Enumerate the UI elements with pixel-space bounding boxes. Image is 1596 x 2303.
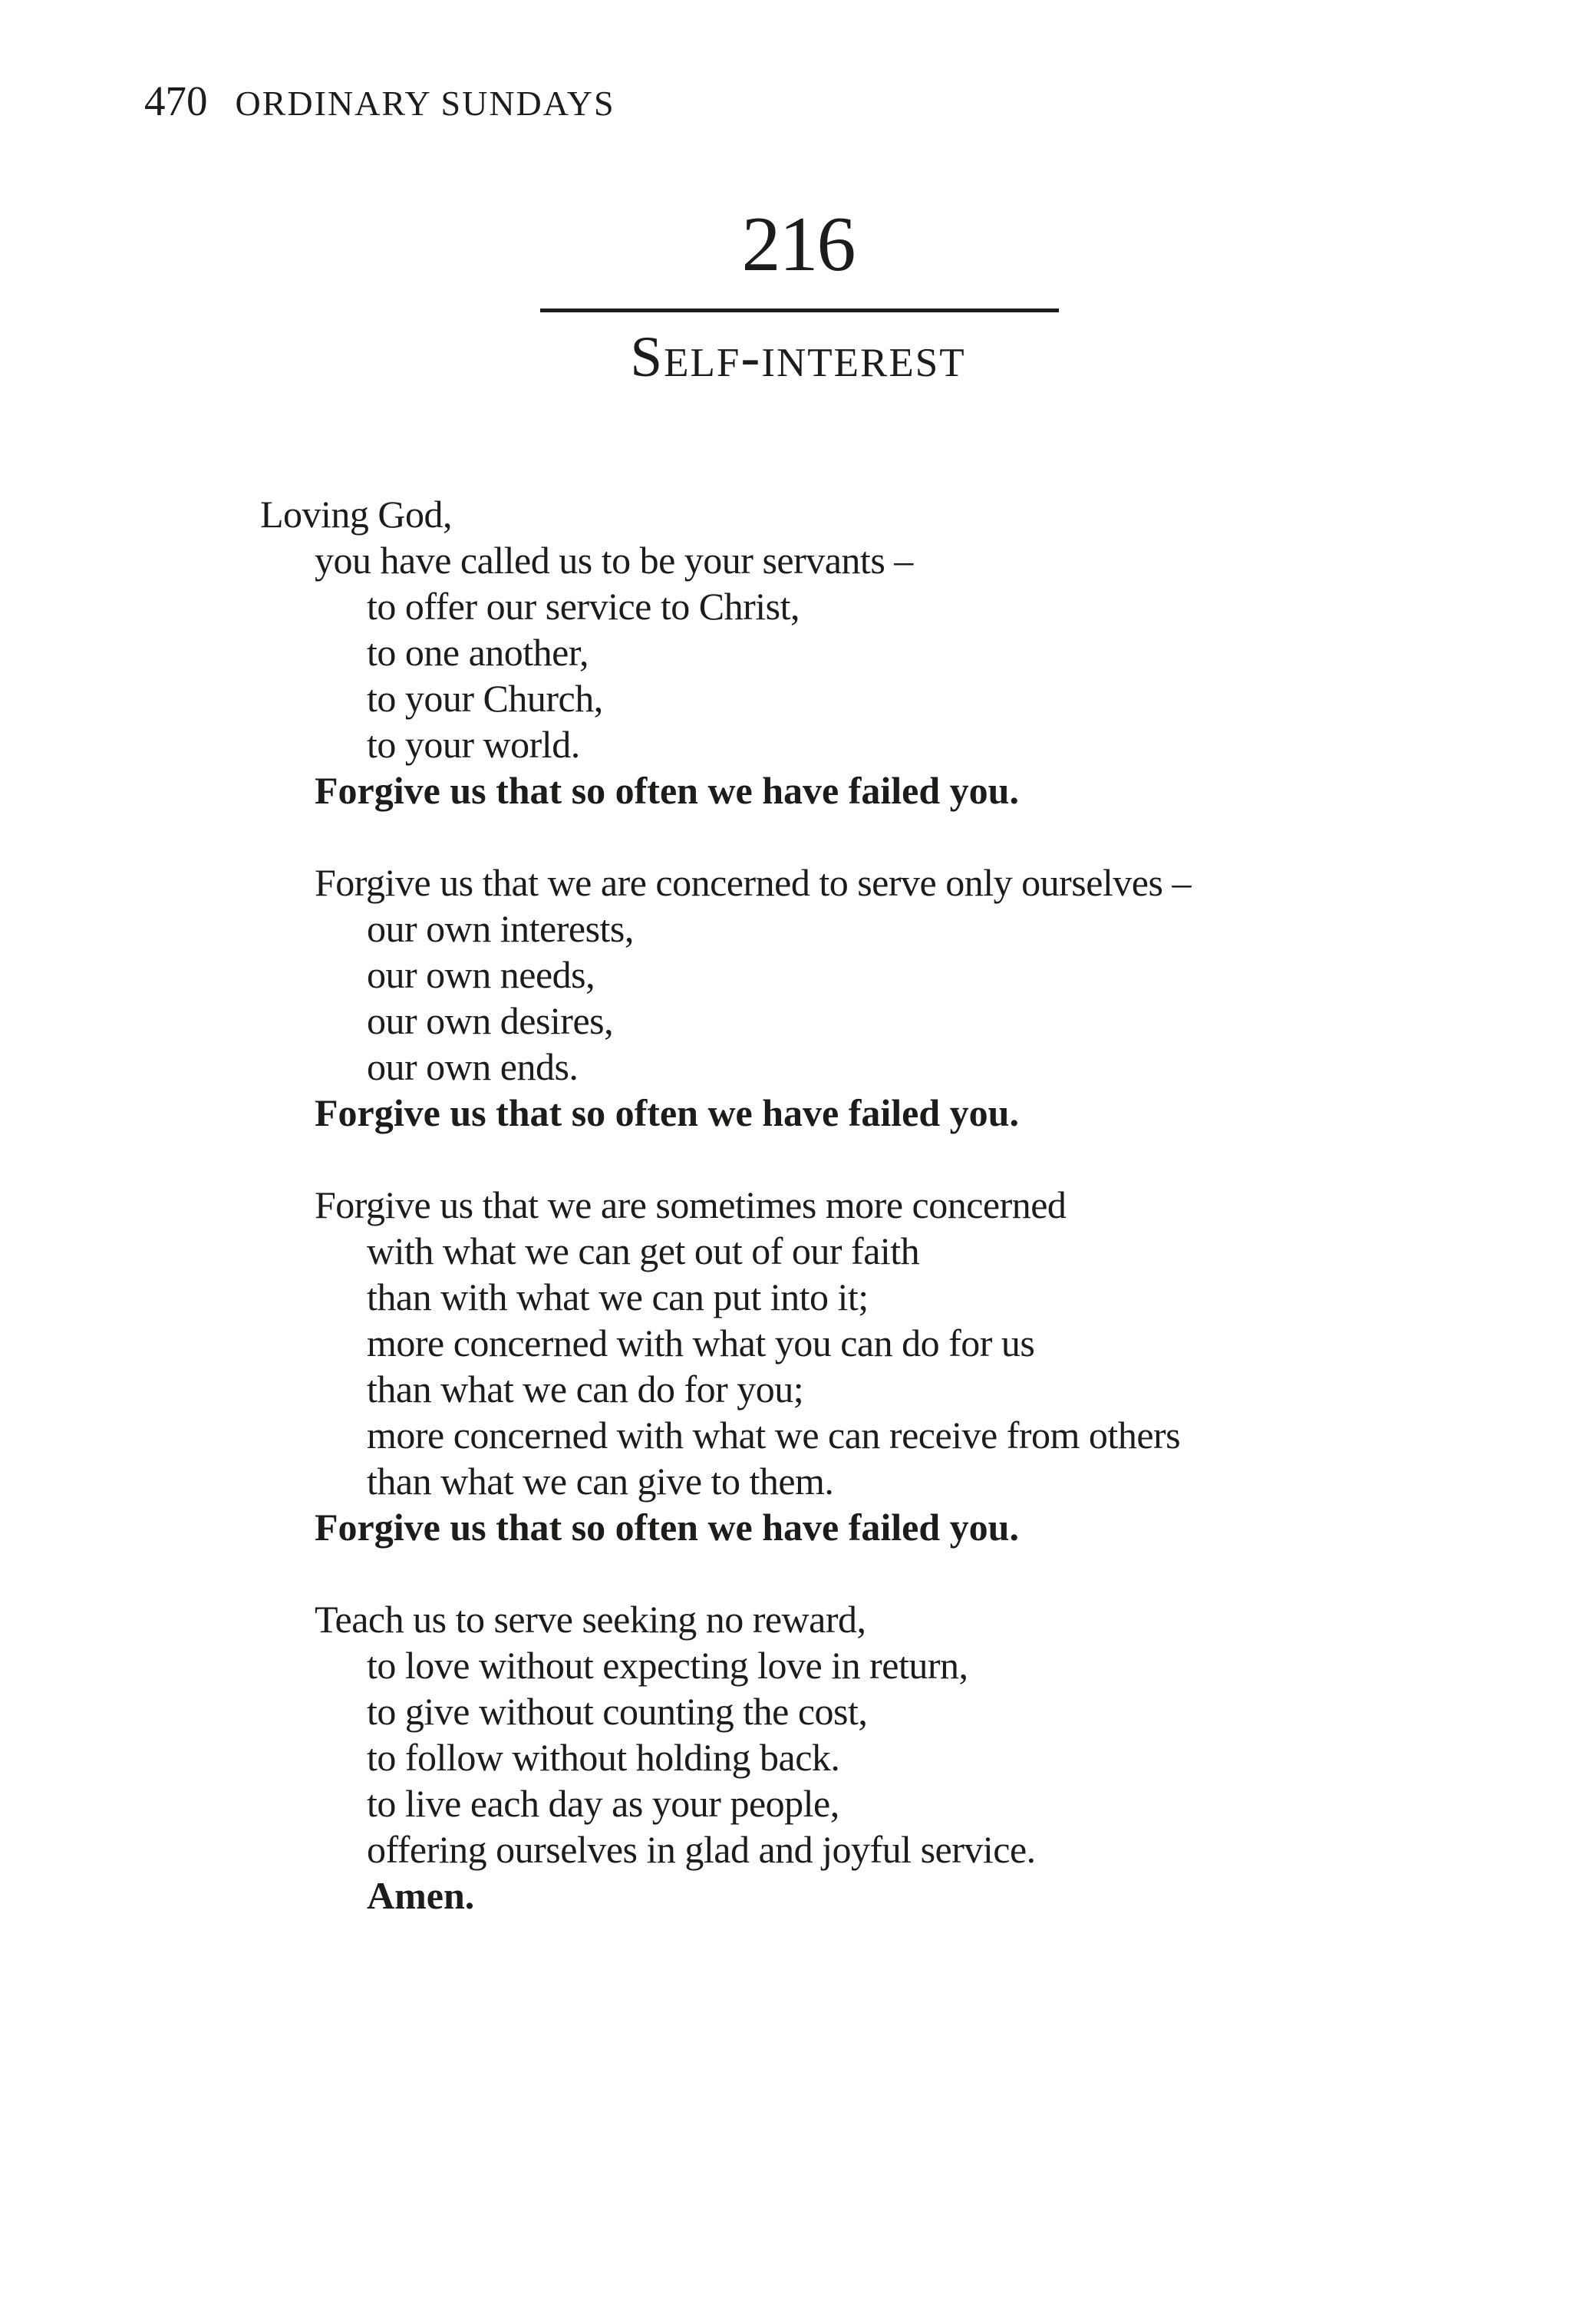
prayer-stanza xyxy=(260,1596,1191,1919)
prayer-line: our own needs, xyxy=(367,953,595,996)
prayer-refrain-line: Forgive us that so often we have failed you. xyxy=(315,769,1019,812)
prayer-refrain-line: Amen. xyxy=(367,1874,475,1917)
prayer-line: than what we can do for you; xyxy=(367,1368,804,1411)
prayer-line: to your Church, xyxy=(367,677,603,720)
prayer-stanza xyxy=(260,860,1191,1136)
prayer-line: than with what we can put into it; xyxy=(367,1275,869,1318)
prayer-line: than what we can give to them. xyxy=(367,1460,834,1503)
prayer-line: to offer our service to Christ, xyxy=(367,585,800,628)
prayer-line: our own interests, xyxy=(367,907,634,950)
prayer-refrain-line: Forgive us that so often we have failed you. xyxy=(315,1091,1019,1134)
prayer-line: more concerned with what you can do for us xyxy=(367,1321,1035,1364)
prayer-line: Forgive us that we are sometimes more concerned xyxy=(315,1183,1067,1226)
prayer-line: offering ourselves in glad and joyful service. xyxy=(367,1828,1036,1871)
prayer-line: to your world. xyxy=(367,723,580,766)
prayer-line: you have called us to be your servants – xyxy=(315,539,913,582)
prayer-line: to live each day as your people, xyxy=(367,1782,839,1825)
prayer-line: to follow without holding back. xyxy=(367,1736,840,1779)
prayer-line: our own desires, xyxy=(367,999,614,1042)
title-divider-rule xyxy=(540,308,1059,312)
page-number: 470 xyxy=(144,78,208,124)
prayer-refrain-line: Forgive us that so often we have failed you. xyxy=(315,1506,1019,1549)
prayer-body xyxy=(260,491,1191,1919)
prayer-line: Teach us to serve seeking no reward, xyxy=(315,1598,866,1641)
prayer-line: more concerned with what we can receive from others xyxy=(367,1414,1181,1457)
prayer-line: to give without counting the cost, xyxy=(367,1690,868,1733)
prayer-number: 216 xyxy=(741,201,855,288)
section-title: ORDINARY SUNDAYS xyxy=(235,84,615,123)
prayer-stanza xyxy=(260,491,1191,813)
prayer-line: to one another, xyxy=(367,631,589,674)
prayer-line: with what we can get out of our faith xyxy=(367,1229,920,1272)
prayer-line: to love without expecting love in return, xyxy=(367,1644,968,1687)
running-header xyxy=(144,80,615,122)
prayer-line: Forgive us that we are concerned to serve only ourselves – xyxy=(315,861,1191,904)
prayer-line: Loving God, xyxy=(260,493,453,536)
prayer-title: Self-interest xyxy=(630,325,966,389)
prayer-line: our own ends. xyxy=(367,1045,579,1088)
prayer-stanza xyxy=(260,1182,1191,1550)
